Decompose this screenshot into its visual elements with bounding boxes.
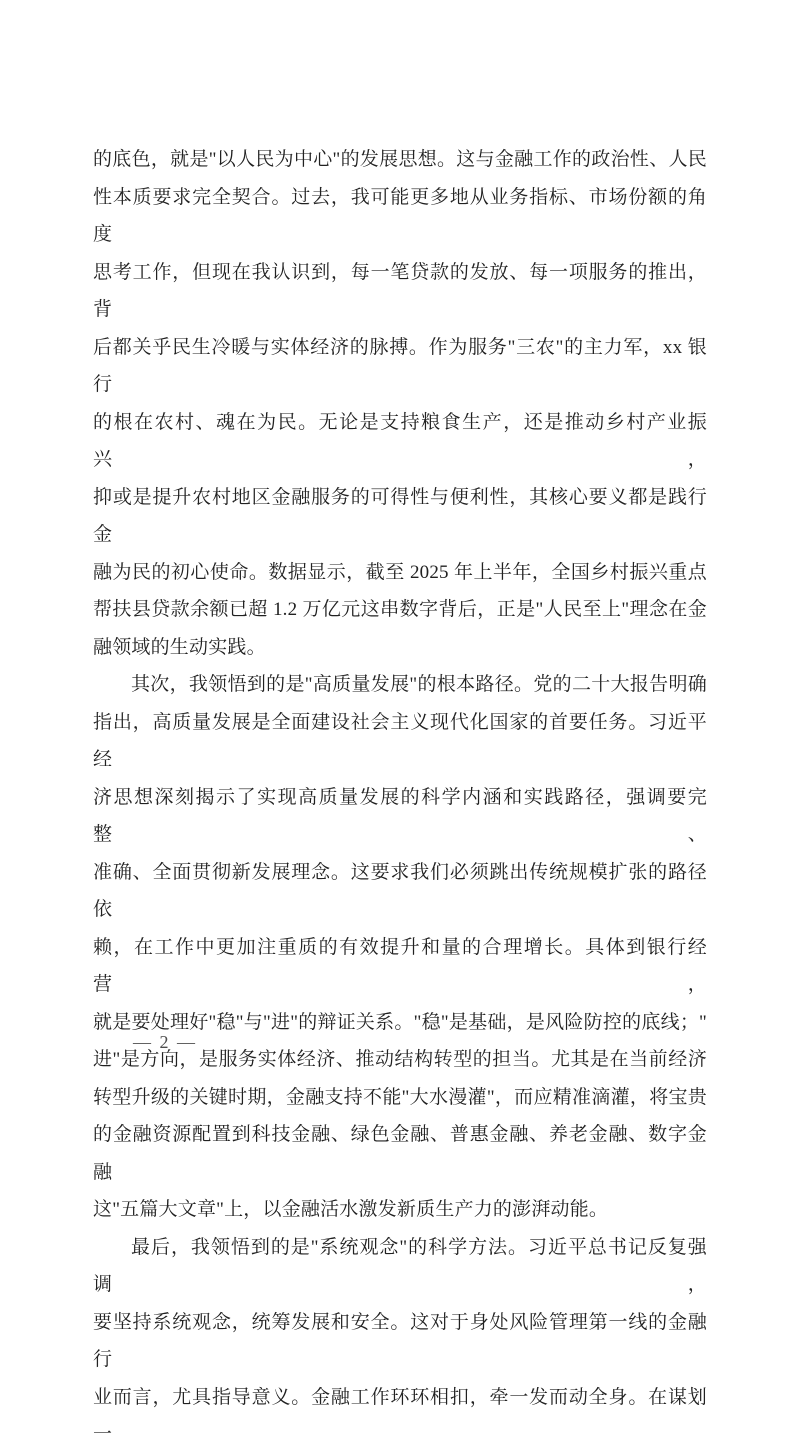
page-number-label: — 2 — [133, 1032, 197, 1052]
paragraph-3 [93, 1229, 707, 1454]
text-line: 后都关乎民生冷暖与实体经济的脉搏。作为服务"三农"的主力军，xx 银行 [93, 336, 707, 395]
text-line: 抑或是提升农村地区金融服务的可得性与便利性，其核心要义都是践行金 [93, 486, 707, 545]
text-line: 其次，我领悟到的是"高质量发展"的根本路径。党的二十大报告明确 [131, 674, 707, 695]
page-number [133, 1031, 197, 1053]
text-line: 融为民的初心使命。数据显示，截至 2025 年上半年，全国乡村振兴重点 [93, 561, 707, 583]
text-line: 的底色，就是"以人民为中心"的发展思想。这与金融工作的政治性、人民 [93, 149, 707, 170]
text-line: 帮扶县贷款余额已超 1.2 万亿元这串数字背后，正是"人民至上"理念在金 [93, 599, 707, 620]
text-line: 就是要处理好"稳"与"进"的辩证关系。"稳"是基础，是风险防控的底线；" [93, 1011, 707, 1033]
text-line: 融领域的生动实践。 [93, 636, 266, 658]
text-line: 指出，高质量发展是全面建设社会主义现代化国家的首要任务。习近平经 [93, 711, 707, 770]
paragraph-2 [93, 666, 707, 1229]
text-line: 这"五篇大文章"上，以金融活水激发新质生产力的澎湃动能。 [93, 1199, 609, 1220]
text-line: 的根在农村、魂在为民。无论是支持粮食生产，还是推动乡村产业振兴， [93, 411, 707, 470]
document-body [93, 141, 707, 1454]
text-line: 最后，我领悟到的是"系统观念"的科学方法。习近平总书记反复强调， [93, 1236, 707, 1295]
paragraph-1 [93, 141, 707, 666]
text-line: 要坚持系统观念，统筹发展和安全。这对于身处风险管理第一线的金融行 [93, 1311, 707, 1370]
text-line: 进"是方向，是服务实体经济、推动结构转型的担当。尤其是在当前经济 [93, 1049, 707, 1070]
text-line: 性本质要求完全契合。过去，我可能更多地从业务指标、市场份额的角度 [93, 186, 707, 245]
text-line: 思考工作，但现在我认识到，每一笔贷款的发放、每一项服务的推出，背 [93, 261, 707, 320]
text-line: 赖，在工作中更加注重质的有效提升和量的合理增长。具体到银行经营， [93, 936, 707, 995]
text-line: 济思想深刻揭示了实现高质量发展的科学内涵和实践路径，强调要完整、 [93, 786, 707, 845]
text-line: 业而言，尤具指导意义。金融工作环环相扣，牵一发而动全身。在谋划一 [93, 1386, 707, 1445]
text-line: 准确、全面贯彻新发展理念。这要求我们必须跳出传统规模扩张的路径依 [93, 861, 707, 920]
text-line: 转型升级的关键时期，金融支持不能"大水漫灌"，而应精准滴灌，将宝贵 [93, 1086, 707, 1108]
text-line: 的金融资源配置到科技金融、绿色金融、普惠金融、养老金融、数字金融 [93, 1124, 707, 1183]
